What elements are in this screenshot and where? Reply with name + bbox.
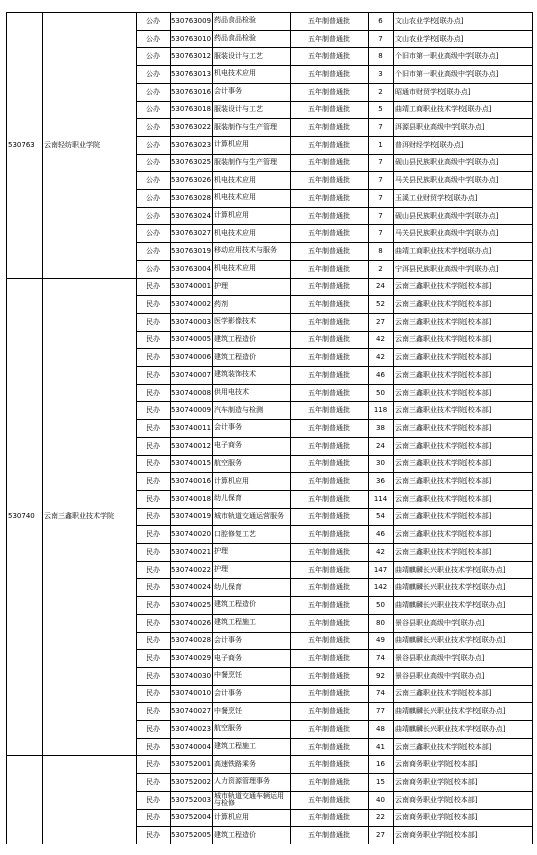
cell-campus: 云南商务职业学院[校本部]	[395, 777, 478, 786]
cell-quota: 22	[376, 813, 385, 822]
cell-batch: 五年制普通批	[308, 140, 350, 149]
cell-major: 计算机应用	[214, 812, 249, 821]
cell-batch: 五年制普通批	[308, 388, 350, 397]
school-code: 530763	[8, 140, 35, 149]
cell-campus: 文山农业学校[联办点]	[395, 16, 464, 25]
cell-major: 城市轨道交通车辆运用与检修	[214, 791, 284, 807]
cell-major: 机电技术应用	[214, 228, 256, 237]
cell-campus: 普洱财经学校[联办点]	[395, 140, 464, 149]
cell-plan-code: 530740015	[170, 459, 212, 468]
cell-quota: 27	[376, 317, 385, 326]
cell-type: 民办	[146, 494, 160, 503]
cell-batch: 五年制普通批	[308, 583, 350, 592]
cell-batch: 五年制普通批	[308, 760, 350, 769]
cell-type: 公办	[146, 16, 160, 25]
cell-plan-code: 530740024	[170, 583, 212, 592]
cell-campus: 砚山县民族职业高级中学[联办点]	[395, 158, 499, 167]
cell-type: 公办	[146, 158, 160, 167]
grid-line	[290, 12, 291, 844]
cell-major: 建筑工程造价	[214, 830, 256, 839]
cell-type: 民办	[146, 831, 160, 840]
cell-quota: 6	[378, 16, 383, 25]
cell-major: 城市轨道交通运营服务	[214, 511, 284, 520]
cell-batch: 五年制普通批	[308, 176, 350, 185]
cell-type: 民办	[146, 565, 160, 574]
cell-quota: 7	[378, 158, 383, 167]
cell-batch: 五年制普通批	[308, 441, 350, 450]
cell-campus: 砚山县民族职业高级中学[联办点]	[395, 211, 499, 220]
cell-plan-code: 530763012	[170, 52, 212, 61]
cell-batch: 五年制普通批	[308, 742, 350, 751]
cell-plan-code: 530740029	[170, 654, 212, 663]
school-name: 云南轻纺职业学院	[44, 140, 100, 149]
cell-type: 民办	[146, 636, 160, 645]
cell-major: 计算机应用	[214, 211, 249, 220]
cell-plan-code: 530740018	[170, 494, 212, 503]
cell-quota: 74	[376, 654, 385, 663]
cell-plan-code: 530740026	[170, 618, 212, 627]
grid-line	[136, 12, 137, 844]
cell-type: 公办	[146, 193, 160, 202]
cell-quota: 24	[376, 441, 385, 450]
cell-campus: 曲靖麒麟长兴职业技术学校[联办点]	[395, 600, 506, 609]
cell-batch: 五年制普通批	[308, 123, 350, 132]
cell-major: 会计事务	[214, 688, 242, 697]
cell-batch: 五年制普通批	[308, 813, 350, 822]
cell-plan-code: 530740004	[170, 742, 212, 751]
cell-plan-code: 530740028	[170, 636, 212, 645]
cell-campus: 云南商务职业学院[校本部]	[395, 760, 478, 769]
cell-major: 计算机应用	[214, 476, 249, 485]
cell-batch: 五年制普通批	[308, 724, 350, 733]
cell-plan-code: 530763022	[170, 123, 212, 132]
cell-major: 护理	[214, 281, 228, 290]
cell-quota: 46	[376, 530, 385, 539]
cell-major: 电子商务	[214, 441, 242, 450]
cell-type: 民办	[146, 512, 160, 521]
cell-quota: 42	[376, 353, 385, 362]
cell-campus: 云南三鑫职业技术学院[校本部]	[395, 547, 492, 556]
cell-major: 中餐烹饪	[214, 706, 242, 715]
cell-campus: 云南三鑫职业技术学院[校本部]	[395, 317, 492, 326]
cell-campus: 玉溪工业财贸学校[联办点]	[395, 193, 478, 202]
cell-batch: 五年制普通批	[308, 530, 350, 539]
cell-major: 电子商务	[214, 653, 242, 662]
cell-type: 民办	[146, 530, 160, 539]
cell-campus: 云南三鑫职业技术学院[校本部]	[395, 689, 492, 698]
cell-plan-code: 530763024	[170, 211, 212, 220]
cell-type: 民办	[146, 583, 160, 592]
cell-quota: 142	[373, 583, 388, 592]
cell-type: 民办	[146, 388, 160, 397]
cell-batch: 五年制普通批	[308, 158, 350, 167]
cell-campus: 云南三鑫职业技术学院[校本部]	[395, 494, 492, 503]
cell-plan-code: 530763025	[170, 158, 212, 167]
cell-batch: 五年制普通批	[308, 34, 350, 43]
cell-campus: 曲靖麒麟长兴职业技术学校[联办点]	[395, 707, 506, 716]
cell-quota: 114	[373, 494, 388, 503]
cell-plan-code: 530763009	[170, 16, 212, 25]
school-name	[42, 755, 136, 844]
cell-major: 建筑工程施工	[214, 742, 256, 751]
cell-campus: 云南商务职业学院[校本部]	[395, 831, 478, 840]
cell-major: 护理	[214, 565, 228, 574]
cell-batch: 五年制普通批	[308, 547, 350, 556]
cell-batch: 五年制普通批	[308, 211, 350, 220]
cell-major: 建筑装饰技术	[214, 370, 256, 379]
cell-plan-code: 530752005	[170, 831, 212, 840]
cell-quota: 50	[376, 600, 385, 609]
cell-major: 中餐烹饪	[214, 671, 242, 680]
cell-plan-code: 530740025	[170, 600, 212, 609]
cell-batch: 五年制普通批	[308, 282, 350, 291]
school-code: 530740	[8, 512, 35, 521]
cell-batch: 五年制普通批	[308, 87, 350, 96]
cell-batch: 五年制普通批	[308, 264, 350, 273]
cell-campus: 景谷县职业高级中学[联办点]	[395, 618, 485, 627]
cell-campus: 云南三鑫职业技术学院[校本部]	[395, 388, 492, 397]
cell-quota: 49	[376, 636, 385, 645]
cell-type: 民办	[146, 654, 160, 663]
cell-batch: 五年制普通批	[308, 423, 350, 432]
cell-batch: 五年制普通批	[308, 831, 350, 840]
cell-batch: 五年制普通批	[308, 300, 350, 309]
cell-campus: 景谷县职业高级中学[联办点]	[395, 654, 485, 663]
cell-type: 民办	[146, 282, 160, 291]
cell-campus: 云南商务职业学院[校本部]	[395, 813, 478, 822]
cell-plan-code: 530763004	[170, 264, 212, 273]
cell-campus: 个旧市第一职业高级中学[联办点]	[395, 69, 499, 78]
cell-plan-code: 530752002	[170, 777, 212, 786]
cell-major: 机电技术应用	[214, 175, 256, 184]
cell-campus: 云南三鑫职业技术学院[校本部]	[395, 353, 492, 362]
cell-plan-code: 530740003	[170, 317, 212, 326]
school-name: 云南三鑫职业技术学院	[44, 512, 114, 521]
cell-type: 公办	[146, 52, 160, 61]
cell-plan-code: 530740002	[170, 300, 212, 309]
cell-type: 公办	[146, 264, 160, 273]
cell-plan-code: 530763028	[170, 193, 212, 202]
cell-quota: 38	[376, 423, 385, 432]
cell-batch: 五年制普通批	[308, 477, 350, 486]
cell-campus: 景谷县职业高级中学[联办点]	[395, 671, 485, 680]
cell-plan-code: 530740008	[170, 388, 212, 397]
cell-quota: 3	[378, 69, 383, 78]
cell-batch: 五年制普通批	[308, 335, 350, 344]
cell-batch: 五年制普通批	[308, 565, 350, 574]
cell-major: 服装制作与生产管理	[214, 122, 277, 131]
cell-batch: 五年制普通批	[308, 370, 350, 379]
cell-quota: 7	[378, 193, 383, 202]
cell-quota: 1	[378, 140, 383, 149]
cell-plan-code: 530763023	[170, 140, 212, 149]
cell-major: 航空服务	[214, 458, 242, 467]
cell-batch: 五年制普通批	[308, 671, 350, 680]
cell-type: 公办	[146, 246, 160, 255]
cell-plan-code: 530740006	[170, 353, 212, 362]
cell-major: 机电技术应用	[214, 264, 256, 273]
cell-batch: 五年制普通批	[308, 69, 350, 78]
cell-major: 建筑工程造价	[214, 334, 256, 343]
cell-major: 高速铁路乘务	[214, 759, 256, 768]
cell-quota: 8	[378, 52, 383, 61]
cell-type: 民办	[146, 742, 160, 751]
cell-quota: 7	[378, 176, 383, 185]
cell-type: 民办	[146, 300, 160, 309]
cell-plan-code: 530740023	[170, 724, 212, 733]
cell-type: 民办	[146, 353, 160, 362]
cell-quota: 92	[376, 671, 385, 680]
cell-campus: 个旧市第一职业高级中学[联办点]	[395, 52, 499, 61]
cell-campus: 曲靖麒麟长兴职业技术学校[联办点]	[395, 724, 506, 733]
cell-plan-code: 530752004	[170, 813, 212, 822]
cell-quota: 54	[376, 512, 385, 521]
cell-type: 民办	[146, 777, 160, 786]
cell-major: 药品食品检验	[214, 16, 256, 25]
cell-quota: 5	[378, 105, 383, 114]
cell-type: 公办	[146, 69, 160, 78]
cell-major: 供用电技术	[214, 388, 249, 397]
cell-batch: 五年制普通批	[308, 406, 350, 415]
cell-campus: 曲靖麒麟长兴职业技术学校[联办点]	[395, 636, 506, 645]
cell-quota: 7	[378, 229, 383, 238]
cell-plan-code: 530763016	[170, 87, 212, 96]
cell-type: 民办	[146, 317, 160, 326]
cell-type: 公办	[146, 211, 160, 220]
cell-campus: 云南三鑫职业技术学院[校本部]	[395, 459, 492, 468]
cell-quota: 46	[376, 370, 385, 379]
school-code	[6, 755, 42, 844]
cell-major: 服装设计与工艺	[214, 51, 263, 60]
cell-quota: 2	[378, 264, 383, 273]
cell-plan-code: 530740022	[170, 565, 212, 574]
cell-campus: 云南三鑫职业技术学院[校本部]	[395, 423, 492, 432]
cell-campus: 云南商务职业学院[校本部]	[395, 795, 478, 804]
cell-campus: 曲靖工商职业技术学校[联办点]	[395, 246, 492, 255]
cell-quota: 48	[376, 724, 385, 733]
cell-plan-code: 530763026	[170, 176, 212, 185]
cell-quota: 118	[373, 406, 388, 415]
cell-major: 会计事务	[214, 87, 242, 96]
admission-plan-table	[6, 12, 532, 855]
cell-type: 民办	[146, 477, 160, 486]
cell-plan-code: 530763018	[170, 105, 212, 114]
cell-quota: 15	[376, 777, 385, 786]
cell-type: 民办	[146, 724, 160, 733]
cell-quota: 42	[376, 335, 385, 344]
cell-plan-code: 530740010	[170, 689, 212, 698]
cell-plan-code: 530763027	[170, 229, 212, 238]
cell-type: 民办	[146, 423, 160, 432]
cell-type: 民办	[146, 547, 160, 556]
cell-batch: 五年制普通批	[308, 707, 350, 716]
cell-batch: 五年制普通批	[308, 512, 350, 521]
cell-major: 机电技术应用	[214, 69, 256, 78]
cell-quota: 50	[376, 388, 385, 397]
cell-type: 公办	[146, 176, 160, 185]
cell-campus: 云南三鑫职业技术学院[校本部]	[395, 370, 492, 379]
cell-major: 服装制作与生产管理	[214, 157, 277, 166]
cell-plan-code: 530740001	[170, 282, 212, 291]
cell-quota: 36	[376, 477, 385, 486]
cell-type: 民办	[146, 813, 160, 822]
cell-type: 民办	[146, 335, 160, 344]
cell-major: 药剂	[214, 299, 228, 308]
cell-batch: 五年制普通批	[308, 229, 350, 238]
cell-quota: 42	[376, 547, 385, 556]
cell-quota: 74	[376, 689, 385, 698]
cell-plan-code: 530752001	[170, 760, 212, 769]
cell-campus: 文山农业学校[联办点]	[395, 34, 464, 43]
cell-quota: 41	[376, 742, 385, 751]
cell-campus: 马关县民族职业高级中学[联办点]	[395, 176, 499, 185]
cell-plan-code: 530752003	[170, 795, 212, 804]
cell-quota: 30	[376, 459, 385, 468]
cell-campus: 云南三鑫职业技术学院[校本部]	[395, 477, 492, 486]
cell-type: 民办	[146, 600, 160, 609]
cell-major: 人力资源管理事务	[214, 777, 270, 786]
cell-batch: 五年制普通批	[308, 459, 350, 468]
cell-type: 民办	[146, 760, 160, 769]
cell-type: 民办	[146, 370, 160, 379]
cell-type: 民办	[146, 795, 160, 804]
cell-type: 民办	[146, 441, 160, 450]
cell-quota: 27	[376, 831, 385, 840]
cell-quota: 2	[378, 87, 383, 96]
cell-major: 药品食品检验	[214, 34, 256, 43]
cell-type: 民办	[146, 671, 160, 680]
cell-plan-code: 530740016	[170, 477, 212, 486]
cell-plan-code: 530740027	[170, 707, 212, 716]
cell-batch: 五年制普通批	[308, 618, 350, 627]
cell-quota: 147	[373, 565, 388, 574]
cell-batch: 五年制普通批	[308, 494, 350, 503]
cell-campus: 洱源县职业高级中学[联办点]	[395, 123, 485, 132]
cell-campus: 宁洱县民族职业高级中学[联办点]	[395, 264, 499, 273]
cell-batch: 五年制普通批	[308, 689, 350, 698]
cell-plan-code: 530740020	[170, 530, 212, 539]
cell-major: 会计事务	[214, 635, 242, 644]
cell-major: 汽车制造与检测	[214, 405, 263, 414]
cell-plan-code: 530740005	[170, 335, 212, 344]
cell-major: 口腔修复工艺	[214, 529, 256, 538]
cell-campus: 曲靖工商职业技术学校[联办点]	[395, 105, 492, 114]
cell-campus: 云南三鑫职业技术学院[校本部]	[395, 335, 492, 344]
cell-major: 建筑工程施工	[214, 618, 256, 627]
cell-campus: 昭通市财贸学校[联办点]	[395, 87, 471, 96]
cell-batch: 五年制普通批	[308, 52, 350, 61]
cell-campus: 曲靖麒麟长兴职业技术学校[联办点]	[395, 583, 506, 592]
cell-quota: 77	[376, 707, 385, 716]
cell-quota: 7	[378, 211, 383, 220]
cell-type: 民办	[146, 459, 160, 468]
cell-campus: 马关县民族职业高级中学[联办点]	[395, 229, 499, 238]
grid-line	[42, 12, 43, 844]
cell-campus: 云南三鑫职业技术学院[校本部]	[395, 512, 492, 521]
cell-type: 民办	[146, 707, 160, 716]
cell-major: 计算机应用	[214, 140, 249, 149]
cell-quota: 7	[378, 34, 383, 43]
cell-quota: 80	[376, 618, 385, 627]
cell-plan-code: 530740009	[170, 406, 212, 415]
cell-major: 机电技术应用	[214, 193, 256, 202]
cell-batch: 五年制普通批	[308, 600, 350, 609]
cell-batch: 五年制普通批	[308, 105, 350, 114]
cell-major: 建筑工程造价	[214, 352, 256, 361]
cell-campus: 云南三鑫职业技术学院[校本部]	[395, 282, 492, 291]
cell-major: 幼儿保育	[214, 494, 242, 503]
cell-major: 会计事务	[214, 423, 242, 432]
cell-batch: 五年制普通批	[308, 777, 350, 786]
grid-line	[532, 12, 533, 844]
grid-line	[212, 12, 213, 844]
cell-type: 公办	[146, 123, 160, 132]
grid-line	[6, 12, 7, 844]
cell-quota: 16	[376, 760, 385, 769]
cell-quota: 52	[376, 300, 385, 309]
cell-batch: 五年制普通批	[308, 193, 350, 202]
cell-major: 移动应用技术与服务	[214, 246, 277, 255]
cell-campus: 云南三鑫职业技术学院[校本部]	[395, 300, 492, 309]
cell-type: 民办	[146, 618, 160, 627]
cell-type: 公办	[146, 105, 160, 114]
cell-quota: 8	[378, 246, 383, 255]
grid-line	[368, 12, 369, 844]
cell-quota: 24	[376, 282, 385, 291]
cell-batch: 五年制普通批	[308, 16, 350, 25]
cell-batch: 五年制普通批	[308, 636, 350, 645]
cell-quota: 40	[376, 795, 385, 804]
cell-batch: 五年制普通批	[308, 795, 350, 804]
cell-plan-code: 530740007	[170, 370, 212, 379]
cell-campus: 云南三鑫职业技术学院[校本部]	[395, 530, 492, 539]
cell-batch: 五年制普通批	[308, 353, 350, 362]
cell-plan-code: 530763013	[170, 69, 212, 78]
cell-campus: 云南三鑫职业技术学院[校本部]	[395, 742, 492, 751]
cell-plan-code: 530763010	[170, 34, 212, 43]
cell-major: 服装设计与工艺	[214, 104, 263, 113]
cell-batch: 五年制普通批	[308, 246, 350, 255]
cell-major: 航空服务	[214, 724, 242, 733]
cell-type: 公办	[146, 229, 160, 238]
cell-plan-code: 530740019	[170, 512, 212, 521]
grid-line	[170, 12, 171, 844]
cell-plan-code: 530740012	[170, 441, 212, 450]
cell-batch: 五年制普通批	[308, 654, 350, 663]
cell-major: 建筑工程造价	[214, 600, 256, 609]
cell-major: 护理	[214, 547, 228, 556]
cell-plan-code: 530740030	[170, 671, 212, 680]
cell-campus: 曲靖麒麟长兴职业技术学校[联办点]	[395, 565, 506, 574]
cell-plan-code: 530740011	[170, 423, 212, 432]
cell-major: 幼儿保育	[214, 582, 242, 591]
cell-type: 民办	[146, 689, 160, 698]
cell-quota: 7	[378, 123, 383, 132]
cell-type: 公办	[146, 140, 160, 149]
cell-type: 民办	[146, 406, 160, 415]
cell-campus: 云南三鑫职业技术学院[校本部]	[395, 406, 492, 415]
cell-plan-code: 530740021	[170, 547, 212, 556]
cell-campus: 云南三鑫职业技术学院[校本部]	[395, 441, 492, 450]
cell-batch: 五年制普通批	[308, 317, 350, 326]
cell-type: 公办	[146, 34, 160, 43]
grid-line	[393, 12, 394, 844]
cell-plan-code: 530763019	[170, 246, 212, 255]
cell-major: 医学影像技术	[214, 317, 256, 326]
cell-type: 公办	[146, 87, 160, 96]
